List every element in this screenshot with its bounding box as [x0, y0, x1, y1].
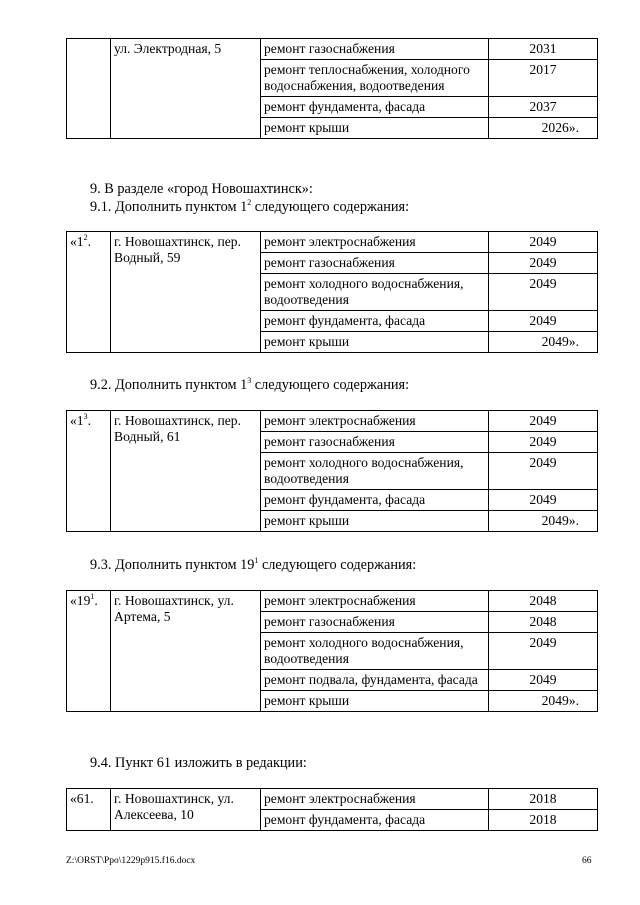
footer-file-path: Z:\ORST\Ppo\1229p915.f16.docx	[66, 856, 196, 866]
year-cell: 2049	[489, 253, 598, 274]
table-item-1-2	[66, 231, 598, 353]
item-number-cell	[67, 591, 111, 712]
item-number: «19	[70, 593, 91, 608]
table-row	[67, 411, 598, 432]
work-cell: ремонт электроснабжения	[261, 411, 489, 432]
work-cell: ремонт крыши	[261, 691, 489, 712]
item-number-suffix: .	[87, 234, 91, 249]
work-cell: ремонт крыши	[261, 511, 489, 532]
paragraph-text: 9.2. Дополнить пунктом 1	[90, 377, 248, 393]
work-cell: ремонт фундамента, фасада	[261, 311, 489, 332]
paragraph-text: следующего содержания:	[251, 377, 410, 393]
work-cell: ремонт фундамента, фасада	[261, 810, 489, 831]
work-cell: ремонт подвала, фундамента, фасада	[261, 670, 489, 691]
work-cell: ремонт теплоснабжения, холодного водоснабжения, водоотведения	[261, 60, 489, 97]
work-cell: ремонт крыши	[261, 118, 489, 139]
year-cell: 2018	[489, 789, 598, 810]
work-cell: ремонт фундамента, фасада	[261, 97, 489, 118]
year-cell: 2049	[489, 274, 598, 311]
year-cell: 2017	[489, 60, 598, 97]
superscript: 3	[247, 376, 252, 385]
year-cell: 2049	[489, 670, 598, 691]
table-row	[67, 789, 598, 810]
item-number: «1	[70, 413, 84, 428]
paragraph-text: 9.3. Дополнить пунктом 19	[90, 557, 255, 573]
year-cell: 2049	[489, 633, 598, 670]
paragraph-9-4: 9.4. Пункт 61 изложить в редакции:	[90, 755, 307, 771]
work-cell: ремонт газоснабжения	[261, 432, 489, 453]
work-cell: ремонт электроснабжения	[261, 789, 489, 810]
year-cell: 2018	[489, 810, 598, 831]
item-number-cell	[67, 39, 111, 139]
paragraph-text: следующего содержания:	[251, 199, 410, 215]
year-cell: 2049	[489, 232, 598, 253]
item-number-suffix: .	[94, 593, 98, 608]
work-cell: ремонт крыши	[261, 332, 489, 353]
table-item-1-3	[66, 410, 598, 532]
year-cell: 2048	[489, 612, 598, 633]
work-cell: ремонт холодного водоснабжения, водоотведения	[261, 453, 489, 490]
work-cell: ремонт электроснабжения	[261, 591, 489, 612]
section-heading: 9. В разделе «город Новошахтинск»:	[90, 181, 313, 197]
superscript: 1	[90, 592, 95, 601]
year-cell: 2049	[489, 311, 598, 332]
work-cell: ремонт газоснабжения	[261, 39, 489, 60]
paragraph-text: 9.1. Дополнить пунктом 1	[90, 199, 248, 215]
superscript: 2	[83, 233, 88, 242]
year-cell: 2049».	[489, 511, 598, 532]
address-cell: г. Новошахтинск, пер. Водный, 59	[111, 232, 261, 353]
work-cell: ремонт холодного водоснабжения, водоотведения	[261, 633, 489, 670]
table-row	[67, 591, 598, 612]
paragraph-9-3	[90, 556, 416, 574]
year-cell: 2049	[489, 411, 598, 432]
work-cell: ремонт газоснабжения	[261, 612, 489, 633]
address-cell: г. Новошахтинск, пер. Водный, 61	[111, 411, 261, 532]
superscript: 1	[254, 556, 259, 565]
year-cell: 2049	[489, 432, 598, 453]
address-cell: г. Новошахтинск, ул. Артема, 5	[111, 591, 261, 712]
table-item-19-1	[66, 590, 598, 712]
table-item-61	[66, 788, 598, 831]
item-number-suffix: .	[87, 413, 91, 428]
item-number-cell	[67, 232, 111, 353]
address-cell: ул. Электродная, 5	[111, 39, 261, 139]
paragraph-text: следующего содержания:	[258, 557, 417, 573]
year-cell: 2031	[489, 39, 598, 60]
work-cell: ремонт холодного водоснабжения, водоотведения	[261, 274, 489, 311]
table-row	[67, 232, 598, 253]
table-row	[67, 39, 598, 60]
item-number-cell: «61.	[67, 789, 111, 831]
year-cell: 2026».	[489, 118, 598, 139]
year-cell: 2048	[489, 591, 598, 612]
work-cell: ремонт электроснабжения	[261, 232, 489, 253]
year-cell: 2049».	[489, 691, 598, 712]
item-number: «1	[70, 234, 84, 249]
year-cell: 2037	[489, 97, 598, 118]
address-cell: г. Новошахтинск, ул. Алексеева, 10	[111, 789, 261, 831]
paragraph-9-1	[90, 198, 409, 216]
table-continuation	[66, 38, 598, 139]
year-cell: 2049».	[489, 332, 598, 353]
footer-page-number: 66	[582, 856, 592, 866]
work-cell: ремонт фундамента, фасада	[261, 490, 489, 511]
superscript: 3	[83, 412, 88, 421]
work-cell: ремонт газоснабжения	[261, 253, 489, 274]
item-number-cell	[67, 411, 111, 532]
paragraph-9-2	[90, 376, 409, 394]
year-cell: 2049	[489, 490, 598, 511]
superscript: 2	[247, 198, 252, 207]
year-cell: 2049	[489, 453, 598, 490]
